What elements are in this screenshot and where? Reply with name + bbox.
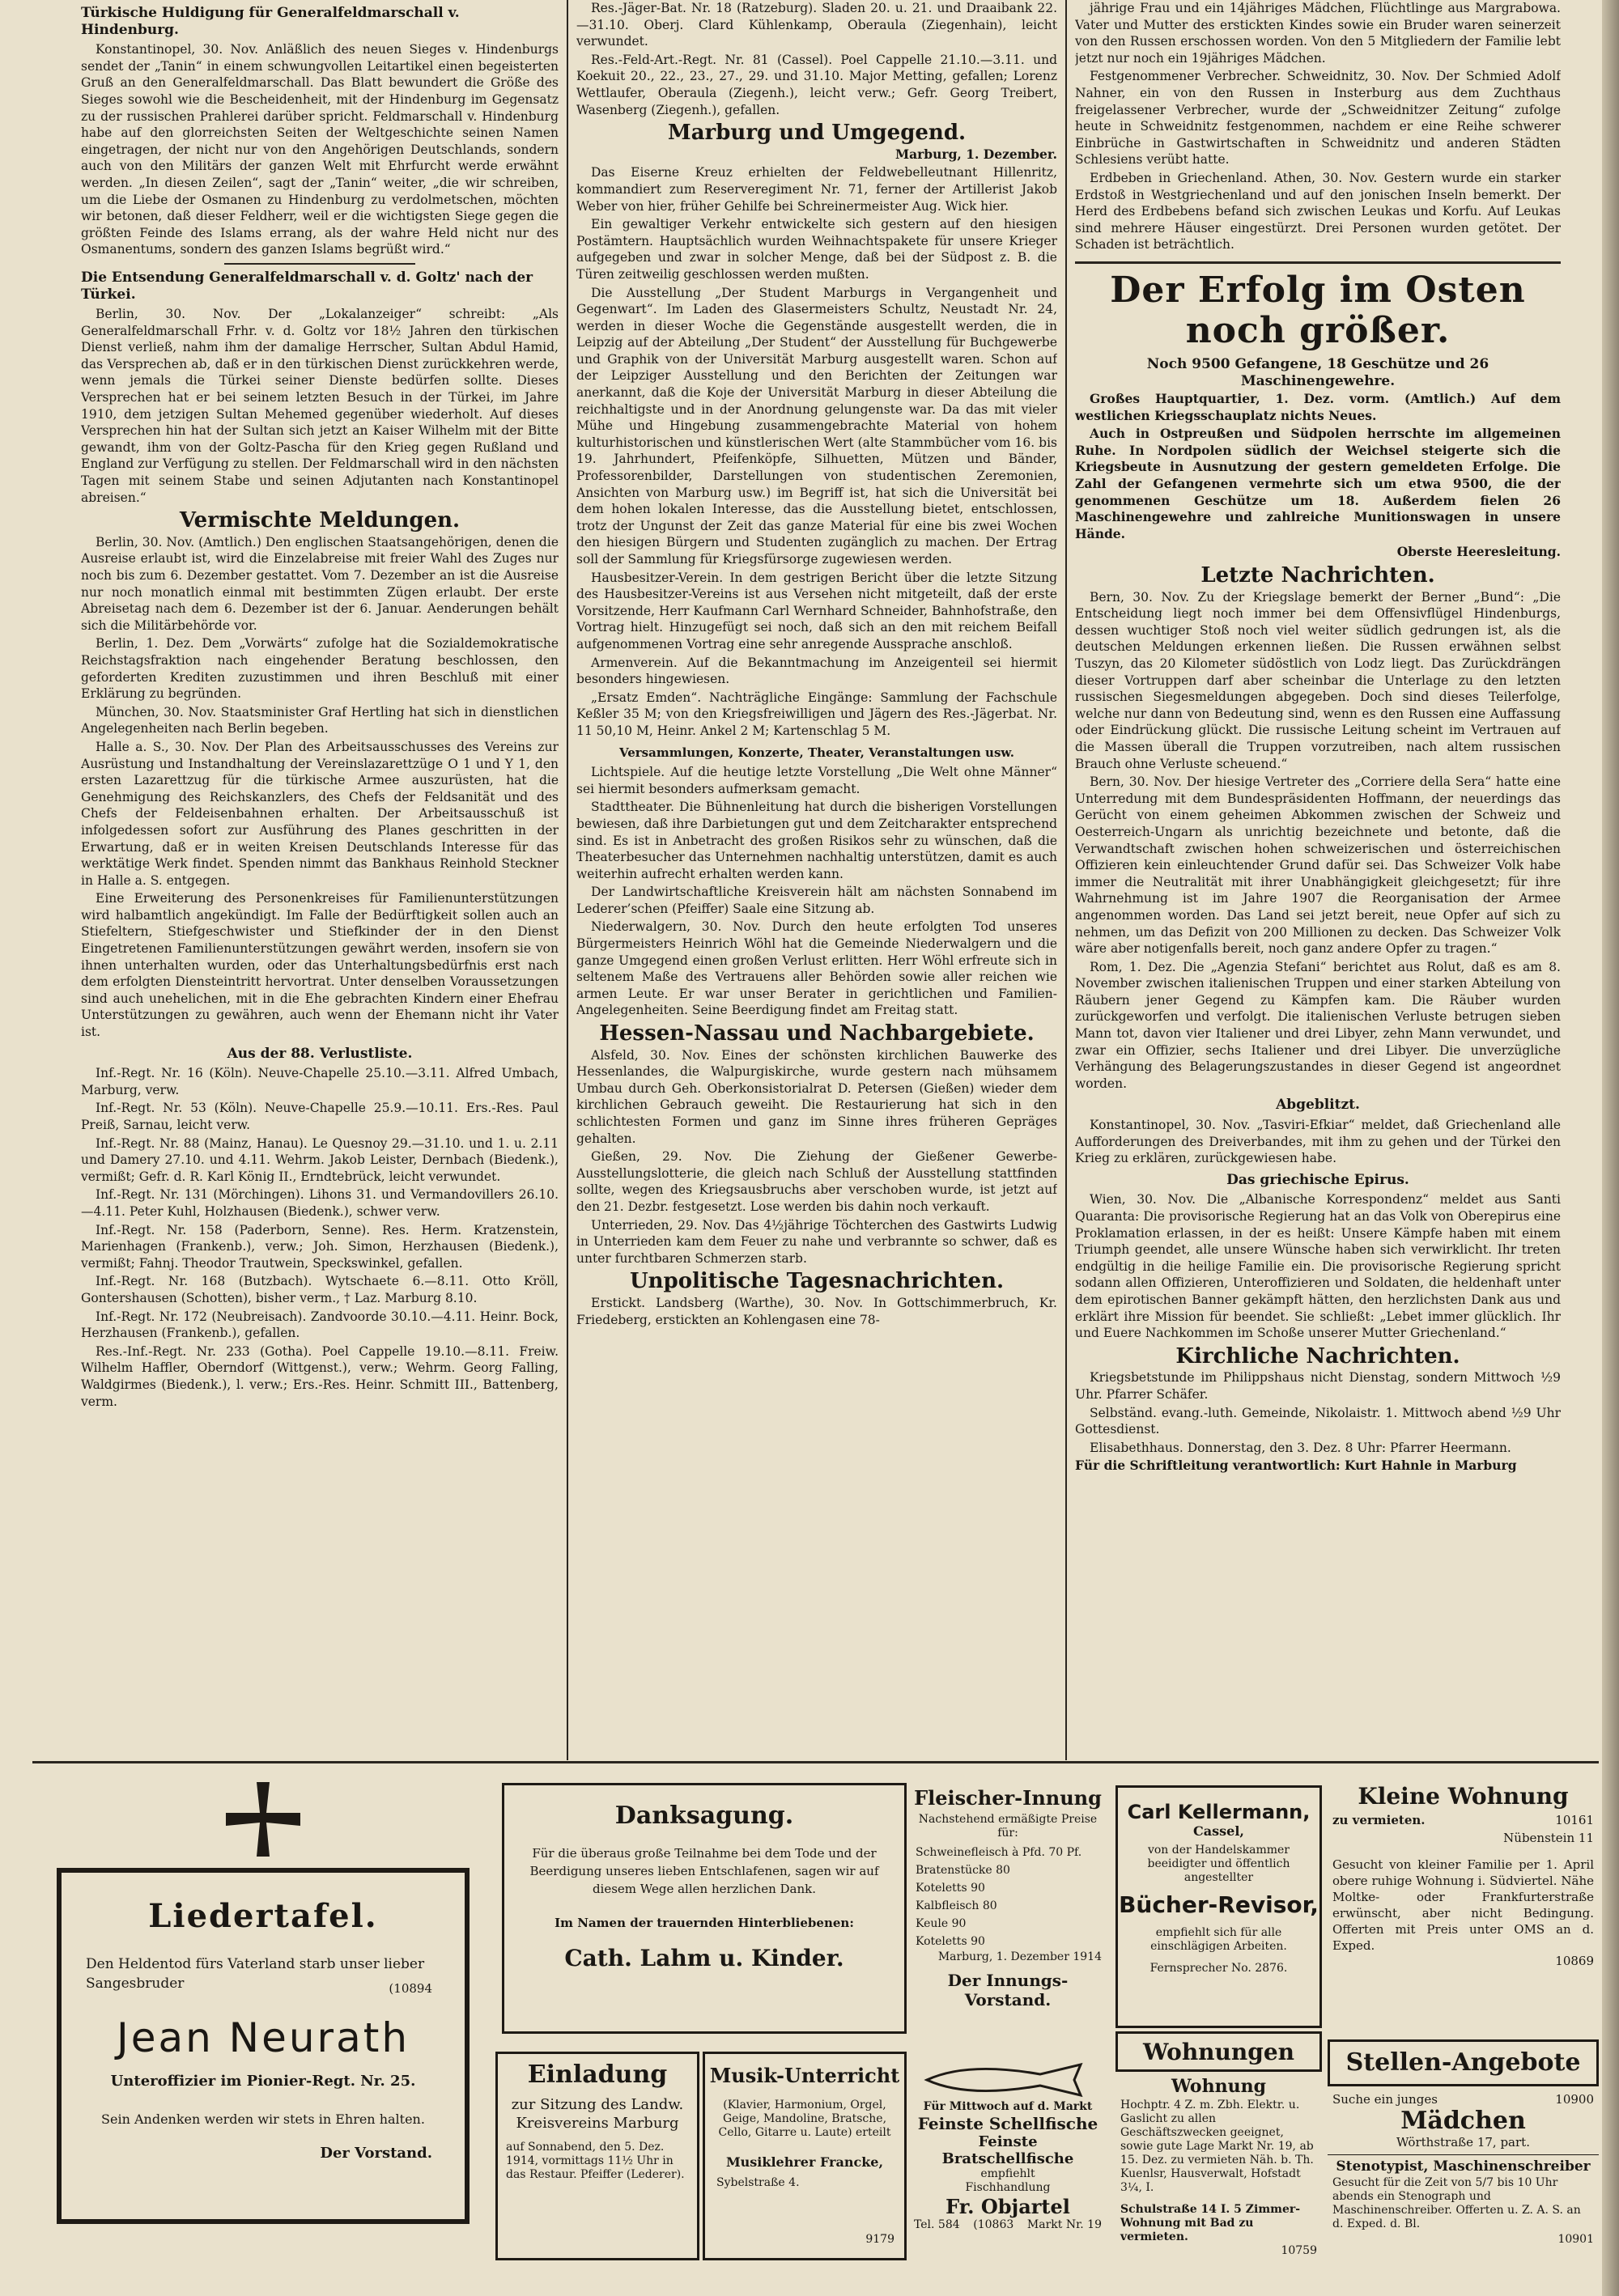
ad-musik	[703, 2052, 907, 2260]
kleine-title: Kleine Wohnung	[1358, 1783, 1569, 1810]
column-rule	[1065, 0, 1067, 1760]
danksagung-title: Danksagung.	[614, 1802, 794, 1830]
fisch-addr: Markt Nr. 19	[1026, 2218, 1102, 2231]
page-fold-edge	[1602, 0, 1619, 2296]
ad-liedertafel	[57, 1779, 470, 2232]
price-row: Koteletts 90	[916, 1935, 985, 1948]
fisch-tel: Tel. 584	[914, 2218, 960, 2231]
article-verm-3: München, 30. Nov. Staatsminister Graf Hertling hat sich in dienstlichen Angelegenheiten nach Berlin begeben.	[81, 704, 559, 736]
kleine-l1: zu vermieten.	[1332, 1813, 1426, 1827]
ad-wohnungen-header	[1115, 2031, 1322, 2072]
wohnung-text: Hochptr. 4 Z. m. Zbh. Elektr. u. Gaslicht zu allen Geschäftszwecken geeignet, sowie gute Lage Markt Nr. 19, ab 15. Dez. zu vermieten Näh. b. Th. Kuenlsr, Hausverwalt, Hofstadt 3¼, I.	[1120, 2099, 1314, 2194]
kleine-g1: Gesucht von kleiner Familie per 1. April obere ruhige Wohnung i. Südviertel. Nähe Moltke- oder Frankfurterstraße erwünscht, aber nicht Bedingung. Offerten mit Preis unter OMS an d. Exped.	[1332, 1857, 1594, 1953]
headline-hessen: Hessen-Nassau und Nachbargebiete.	[599, 1021, 1035, 1046]
ad-stellen	[1328, 2092, 1599, 2262]
article-verm-2: Berlin, 1. Dez. Dem „Vorwärts“ zufolge hat die Sozialdemokratische Reichstagsfraktion nach eingehender Beratung beschlossen, den geforderten Krediten zuzustimmen und ihren Beschluß mit einer Erklärung zu begründen.	[81, 636, 559, 702]
price-row: Kalbfleisch 80	[916, 1899, 997, 1912]
rule	[1075, 261, 1561, 264]
ad-kleine-wohnung	[1328, 1783, 1599, 2074]
stellen-code: 10900	[1555, 2092, 1594, 2107]
fisch-l2: Feinste Schellfische	[917, 2114, 1098, 2133]
danksagung-text: Für die überaus große Teilnahme bei dem Tode und der Beerdigung unseres lieben Entschlafenen, sagen wir auf diesem Wege allen herzlichen Dank.	[529, 1846, 879, 1896]
stellen-s3: Wörthstraße 17, part.	[1396, 2135, 1530, 2150]
unpol-3: Erdbeben in Griechenland. Athen, 30. Nov. Gestern wurde ein starker Erdstoß in Westgriechenland und auf den jonischen Inseln bemerkt. Der Herd des Erdbebens befand sich zwischen Leukas und Korfu. Auf Leukas sind mehrere Häuser eingestürzt. Drei Personen wurden getötet. Der Schaden ist beträchtlich.	[1075, 170, 1561, 253]
letzte-5: Wien, 30. Nov. Die „Albanische Korrespondenz“ meldet aus Santi Quaranta: Die provisorische Regierung hat an das Volk von Oberepirus eine Proklamation erlassen, in der es heißt: Unsere Kämpfe haben mit einem Triumph geendet, alle unsere Wünsche haben sich verwirklicht. Ihr treten endgültig in die heilige Familie ein. Die provisorische Regierung spricht sodann allen Offizieren, Unteroffizieren und Soldaten, die heldenhaft unter dem epirotischen Banner gekämpft hätten, den herzlichsten Dank aus und erklärt ihre Mission für beendet. Sie schließt: „Lebet immer glücklich. Ihr und Euere Nachkommen im Schoße unserer Mutter Griechenland.“	[1075, 1192, 1561, 1341]
ads-rule	[32, 1761, 1599, 1763]
dateline-marburg: Marburg, 1. Dezember.	[894, 146, 1057, 162]
danksagung-sub: Im Namen der trauernden Hinterbliebenen:	[555, 1916, 854, 1930]
fleischer-date: Marburg, 1. Dezember 1914	[937, 1950, 1102, 1963]
kirche-2: Selbständ. evang.-luth. Gemeinde, Nikolaistr. 1. Mittwoch abend ½9 Uhr Gottesdienst.	[1075, 1405, 1561, 1437]
wohnungen-title: Wohnungen	[1142, 2039, 1295, 2065]
stellen-s2: Mädchen	[1400, 2107, 1526, 2135]
musik-title: Musik-Unterricht	[709, 2064, 900, 2087]
stellen-s1: Suche ein junges	[1332, 2092, 1438, 2107]
kleine-l2: Nübenstein 11	[1503, 1831, 1594, 1845]
verlust-8: Res.-Inf.-Regt. Nr. 233 (Gotha). Poel Cappelle 19.10.—8.11. Freiw. Wilhelm Haffler, Oberndorf (Wittgenst.), verw.; Wehrm. Georg Falling, Waldgirmes (Biedenk.), l. verw.; Ers.-Res. Heinr. Schmitt III., Battenberg, verm.	[81, 1343, 559, 1409]
marburg-6: „Ersatz Emden“. Nachträgliche Eingänge: Sammlung der Fachschule Keßler 35 M; von den Kriegsfreiwilligen und Jägern des Res.-Jägerbat. Nr. 11 50,10 M, Heinr. Ankel 2 M; Kartenschlag 5 M.	[576, 690, 1057, 738]
lead-erfolg: Noch 9500 Gefangene, 18 Geschütze und 26 Maschinengewehre.	[1146, 355, 1489, 389]
price-row: Schweinefleisch à Pfd. 70 Pf.	[916, 1846, 1082, 1859]
liedertafel-name: Jean Neurath	[116, 2014, 410, 2061]
einladung-title: Einladung	[527, 2060, 668, 2089]
column-middle	[576, 0, 1057, 1756]
hessen-3: Unterrieden, 29. Nov. Das 4½jährige Töchterchen des Gastwirts Ludwig in Unterrieden kam dem Feuer zu nahe und verbrannte so schwer, daß es unter furchtbaren Schmerzen starb.	[576, 1217, 1057, 1266]
kellermann-city: Cassel,	[1193, 1823, 1244, 1839]
fleischer-title: Fleischer-Innung	[914, 1786, 1102, 1810]
fisch-l5: Fischhandlung	[965, 2181, 1051, 2194]
letzte-4: Konstantinopel, 30. Nov. „Tasviri-Efkiar“ meldet, daß Griechenland alle Aufforderungen des Dreiverbandes, mit ihm zu gehen und der Türkei den Krieg zu erklären, zurückgewiesen habe.	[1075, 1118, 1561, 1166]
liedertafel-rank: Unteroffizier im Pionier-Regt. Nr. 25.	[110, 2073, 416, 2090]
kleine-code: 10161	[1555, 1813, 1594, 1827]
kellermann-l1: von der Handelskammer beeidigter und öffentlich angestellter	[1147, 1844, 1290, 1884]
headline-marburg: Marburg und Umgegend.	[667, 121, 967, 146]
verlust-2: Inf.-Regt. Nr. 53 (Köln). Neuve-Chapelle 25.9.—10.11. Ers.-Res. Paul Preiß, Sarnau, leicht verw.	[81, 1101, 559, 1132]
article-verm-1: Berlin, 30. Nov. (Amtlich.) Den englischen Staatsangehörigen, denen die Ausreise erlaubt ist, wird die Einzelabreise mit freier Wahl des Zuges nur noch bis zum 6. Dezember gestattet. Vom 7. Dezember an ist die Ausreise nur noch monatlich einmal mit bestimmten Zügen erlaubt. Der erste Abreisetag nach dem 6. Dezember ist der 6. Januar. Aenderungen behält sich die Militärbehörde vor.	[81, 534, 559, 633]
ad-fleischer	[911, 1783, 1105, 2058]
column-rule	[567, 0, 568, 1760]
musik-text: (Klavier, Harmonium, Orgel, Geige, Mandoline, Bratsche, Cello, Gitarre u. Laute) erteilt	[718, 2099, 891, 2139]
headline-goltz: Die Entsendung Generalfeldmarschall v. d. Goltz' nach der Türkei.	[81, 269, 533, 303]
kleine-code2: 10869	[1555, 1954, 1594, 1968]
marburg-8: Stadttheater. Die Bühnenleitung hat durch die bisherigen Vorstellungen bewiesen, daß ihre Darbietungen gut und dem Zeitcharakter entsprechend sind. Es ist in Anbetracht des großen Risikos sehr zu wünschen, daß die Theaterbesucher das Unternehmen nachhaltig unterstützen, damit es auch weiterhin aufrecht erhalten werden kann.	[576, 800, 1057, 881]
marburg-10: Niederwalgern, 30. Nov. Durch den heute erfolgten Tod unseres Bürgermeisters Heinrich Wöhl hat die Gemeinde Niederwalgern und die ganze Umgegend einen großen Verlust erlitten. Herr Wöhl erfreute sich in seltenem Maße des Vertrauens aller Behörden sowie aller reichen wie armen Leute. Er war unser Berater in gerichtlichen und Familien-Angelegenheiten. Seine Beerdigung findet am Freitag statt.	[576, 919, 1057, 1018]
marburg-2: Ein gewaltiger Verkehr entwickelte sich gestern auf den hiesigen Postämtern. Hauptsächlich wurden Weihnachtspakete für unsere Krieger aufgegeben und zwar in solcher Menge, daß bei der Südpost z. B. die Türen zeitweilig geschlossen werden mußten.	[576, 217, 1057, 282]
headline-kirchliche: Kirchliche Nachrichten.	[1175, 1343, 1460, 1369]
kirche-1: Kriegsbetstunde im Philippshaus nicht Dienstag, sondern Mittwoch ½9 Uhr. Pfarrer Schäfer.	[1075, 1370, 1561, 1402]
marburg-7: Lichtspiele. Auf die heutige letzte Vorstellung „Die Welt ohne Männer“ sei hiermit besonders aufmerksam gemacht.	[576, 765, 1057, 796]
kellermann-l4: Fernsprecher No. 2876.	[1149, 1962, 1288, 1975]
unpol-2: Festgenommener Verbrecher. Schweidnitz, 30. Nov. Der Schmied Adolf Nahner, ein von den Russen in Insterburg aus dem Zuchthaus freigelassener Verbrecher, wurde der „Schweidnitzer Zeitung“ zufolge heute in Schweidnitz festgenommen, nachdem er eine Reihe schwerer Einbrüche in Gastwirtschaften in Schweidnitz und anderen Städten Schlesiens verübt hatte.	[1075, 69, 1561, 168]
marburg-9: Der Landwirtschaftliche Kreisverein hält am nächsten Sonnabend im Lederer’schen (Pfeiffer) Saale eine Sitzung ab.	[576, 885, 1057, 916]
unpol-1: Erstickt. Landsberg (Warthe), 30. Nov. In Gottschimmerbruch, Kr. Friedeberg, erstickten an Kohlengasen eine 78-	[576, 1295, 1057, 1327]
verlust-cont-2: Res.-Feld-Art.-Regt. Nr. 81 (Cassel). Poel Cappelle 21.10.—3.11. und Koekuit 20., 22., 23., 27., 29. und 31.10. Major Metting, gefallen; Lorenz Wettlaufer, Oberaula (Ziegenh.), leicht verw.; Gefr. Georg Treibert, Wasenberg (Ziegenh.), gefallen.	[576, 52, 1057, 117]
verlust-3: Inf.-Regt. Nr. 88 (Mainz, Hanau). Le Quesnoy 29.—31.10. und 1. u. 2.11 und Damery 27.10. und 4.11. Wehrm. Jakob Leister, Dernbach (Biedenk.), vermißt; Gefr. d. R. Karl König II., Erndtebrück, leicht verwundet.	[81, 1135, 559, 1184]
danksagung-names: Cath. Lahm u. Kinder.	[564, 1945, 844, 1971]
article-goltz: Berlin, 30. Nov. Der „Lokalanzeiger“ schreibt: „Als Generalfeldmarschall Frhr. v. d. Goltz vor 18½ Jahren den türkischen Dienst verließ, nahm ihm der damalige Herrscher, Sultan Abdul Hamid, das Versprechen ab, daß er in den türkischen Dienst zurückkehren werde, wenn jemals die Türkei seiner Dienste bedürfen sollte. Dieses Versprechen hat er bei seinem letzten Besuch in der Türkei, im Jahre 1910, dem jetzigen Sultan Mehemed gegenüber wiederholt. Auf dieses Versprechen hin hat der Sultan sich jetzt an Kaiser Wilhelm mit der Bitte gewandt, ihm von der Goltz-Pascha für den Krieg gegen Rußland und England zur Verfügung zu stellen. Der Feldmarschall wird in den nächsten Tagen mit seinem Stabe und seinen Adjutanten nach Konstantinopel abreisen.“	[81, 307, 559, 505]
headline-erfolg: Der Erfolg im Osten noch größer.	[1110, 269, 1526, 351]
verlust-4: Inf.-Regt. Nr. 131 (Mörchingen). Lihons 31. und Vermandovillers 26.10.—4.11. Peter Kuhl, Holzhausen (Biedenk.), schwer verw.	[81, 1187, 559, 1219]
marburg-3: Die Ausstellung „Der Student Marburgs in Vergangenheit und Gegenwart“. Im Laden des Glasermeisters Schultz, Neustadt Nr. 24, werden in dieser Woche die Gegenstände ausgestellt werden, die in Leipzig auf der Abteilung „Der Student“ der Ausstellung für Buchgewerbe und Graphik von der Universität Marburg ausgestellt waren. Schon auf der Leipziger Ausstellung und den Berichten der Zeitungen war anerkannt, daß die Koje der Universität Marburg in dieser Abteilung die reichhaltigste und in der Anordnung gelungenste war. Da das mit vieler Mühe und Hingebung zusammengebrachte Material von hohem kulturhistorischen und künstlerischen Wert (alte Stammbücher vom 16. bis 19. Jahrhundert, Pfeifenköpfe, Silhuetten, Mützen und Bänder, Professorenbilder, Darstellungen von studentischen Zeremonien, Ansichten von Marburg usw.) im Begriff ist, hat sich die Universität bei dem hohen lokalen Interesse, das die Ausstellung bietet, entschlossen, trotz der Ungunst der Zeit das ganze Material für eine bis zwei Wochen den hiesigen Bürgern und Studenten zugänglich zu machen. Der Ertrag soll der Sammlung für Kriegsfürsorge zugewiesen werden.	[576, 285, 1057, 567]
stellen-code2: 10901	[1557, 2233, 1594, 2246]
musik-addr: Sybelstraße 4.	[716, 2176, 800, 2189]
headline-unpolitische: Unpolitische Tagesnachrichten.	[629, 1269, 1005, 1294]
musik-name: Musiklehrer Francke,	[725, 2154, 884, 2170]
marburg-5: Armenverein. Auf die Bekanntmachung im Anzeigenteil sei hiermit besonders hingewiesen.	[576, 655, 1057, 687]
stellen-s5: Gesucht für die Zeit von 5/7 bis 10 Uhr abends ein Stenograph und Maschinenschreiber. Offerten u. Z. A. S. an d. Exped. d. Bl.	[1332, 2176, 1581, 2230]
erfolg-2: Auch in Ostpreußen und Südpolen herrschte im allgemeinen Ruhe. In Nordpolen südlich der Weichsel steigerte sich die Kriegsbeute in Ausnutzung der gestern gemeldeten Erfolge. Die Zahl der Gefangenen vermehrte sich um etwa 9500, die der genommenen Geschütze um 18. Außerdem fielen 26 Maschinengewehre und zahlreiche Munitionswagen in unsere Hände.	[1075, 426, 1561, 541]
kellermann-l2: Bücher-Revisor,	[1119, 1891, 1319, 1918]
wohnung-code: 10759	[1281, 2244, 1317, 2257]
unpol-cont: jährige Frau und ein 14jähriges Mädchen, Flüchtlinge aus Margrabowa. Vater und Mutter des erstickten Kindes sowie ein Bruder waren seinerzeit von den Russen erschossen worden. Von den 5 Mitgliedern der Familie lebt jetzt nur noch ein 19jähriges Mädchen.	[1075, 1, 1561, 66]
imprint: Für die Schriftleitung verantwortlich: Kurt Hahnle in Marburg	[1075, 1458, 1517, 1474]
stellen-s4: Stenotypist, Maschinenschreiber	[1328, 2154, 1599, 2175]
verlust-5: Inf.-Regt. Nr. 158 (Paderborn, Senne). Res. Herm. Kratzenstein, Marienhagen (Frankenb.), verw.; Joh. Simon, Herzhausen (Biedenk.), vermißt; Fahnj. Theodor Trautwein, Speckswinkel, gefallen.	[81, 1222, 559, 1271]
hessen-2: Gießen, 29. Nov. Die Ziehung der Gießener Gewerbe-Ausstellungslotterie, die gleich nach Schluß der Ausstellung stattfinden sollte, wegen des Kriegsausbruchs aber verschoben wurde, ist jetzt auf den 21. Dezbr. festgesetzt. Lose werden bis dahin noch verkauft.	[576, 1149, 1057, 1214]
fleischer-sig: Der Innungs-Vorstand.	[947, 1971, 1069, 2010]
wohnung-sub: Wohnung	[1171, 2076, 1266, 2097]
liedertafel-memo: Sein Andenken werden wir stets in Ehren halten.	[101, 2111, 425, 2127]
ad-stellen-header	[1328, 2039, 1599, 2086]
column-left	[81, 0, 559, 1756]
headline-verlustliste: Aus der 88. Verlustliste.	[227, 1045, 413, 1062]
verlust-cont-1: Res.-Jäger-Bat. Nr. 18 (Ratzeburg). Sladen 20. u. 21. und Draaibank 22.—31.10. Oberj. Clard Kühlenkamp, Oberaula (Ziegenhain), leicht verwundet.	[576, 1, 1057, 49]
ad-wohnung	[1115, 2076, 1322, 2260]
headline-hindenburg: Türkische Huldigung für Generalfeldmarschall v. Hindenburg.	[81, 5, 460, 38]
fleischer-intro: Nachstehend ermäßigte Preise für:	[918, 1813, 1098, 1840]
wohnung-text2: Schulstraße 14 I. 5 Zimmer-Wohnung mit Bad zu vermieten.	[1120, 2203, 1301, 2243]
verlust-1: Inf.-Regt. Nr. 16 (Köln). Neuve-Chapelle 25.10.—3.11. Alfred Umbach, Marburg, verw.	[81, 1066, 559, 1097]
separator	[224, 263, 415, 265]
kirche-3: Elisabethhaus. Donnerstag, den 3. Dez. 8 Uhr: Pfarrer Heermann.	[1090, 1440, 1511, 1455]
headline-versammlungen: Versammlungen, Konzerte, Theater, Veranstaltungen usw.	[618, 745, 1015, 760]
stellen-title: Stellen-Angebote	[1345, 2048, 1581, 2077]
headline-epirus: Das griechische Epirus.	[1226, 1171, 1409, 1188]
fisch-code: (10863	[973, 2218, 1014, 2231]
kellermann-l3: empfiehlt sich für alle einschlägigen Arbeiten.	[1150, 1926, 1287, 1953]
fisch-l3: Feinste Bratschellfische	[941, 2133, 1074, 2167]
letzte-2: Bern, 30. Nov. Der hiesige Vertreter des „Corriere della Sera“ hatte eine Unterredung mit dem Bundespräsidenten Hoffmann, der neuerdings das Gerücht von einem geheimen Abkommen zwischen der Schweiz und Oesterreich-Ungarn als unrichtig bezeichnete und betonte, daß die Verwandtschaft zwischen hohen schweizerischen und österreichischen Offizieren kein einleuchtender Grund dafür sei. Das Schweizer Volk habe immer die Neutralität mit ihrer Unabhängigkeit gleichgesetzt; für ihre Wahrnehmung ist im Jahre 1907 die Reorganisation der Armee angenommen worden. Das Land sei jetzt bereit, neue Opfer auf sich zu nehmen, um das Defizit von 200 Millionen zu decken. Das Schweizer Volk wäre aber notigenfalls bereit, noch ganz andere Opfer zu tragen.“	[1075, 775, 1561, 957]
fisch-l4: empfiehlt	[980, 2167, 1035, 2180]
fisch-l6: Fr. Objartel	[945, 2195, 1070, 2218]
einladung-l2: auf Sonnabend, den 5. Dez. 1914, vormittags 11½ Uhr in das Restaur. Pfeiffer (Lederer).	[506, 2141, 685, 2181]
article-hindenburg: Konstantinopel, 30. Nov. Anläßlich des neuen Sieges v. Hindenburgs sendet der „Tanin“ in einem schwungvollen Leitartikel einen begeisterten Gruß an den Generalfeldmarschall. Das Blatt bewundert die Größe des Sieges sowohl wie die Bescheidenheit, mit der Hindenburg im Gegensatz zu der russischen Prahlerei darüber spricht. Feldmarschall v. Hindenburg habe auf den glorreichsten Seiten der Weltgeschichte seinen Namen eingetragen, der nicht nur von den Angehörigen Deutschlands, sondern auch von den Militärs der ganzen Welt mit Ehrfurcht werde erwähnt werden. „In diesen Zeilen“, sagt der „Tanin“ weiter, „die wir schreiben, um die Liebe der Osmanen zu Hindenburg zu verdolmetschen, möchten wir betonen, daß dieser Feldherr, weil er die wichtigsten Siege gegen die größten Feinde des Islams errang, als der wahre Held nicht nur des Osmanentums, sondern des ganzen Islams begrüßt wird.“	[81, 42, 559, 257]
liedertafel-intro: Den Heldentod fürs Vaterland starb unser lieber Sangesbruder	[86, 1956, 425, 1992]
ad-einladung	[495, 2052, 699, 2260]
einladung-l1: zur Sitzung des Landw. Kreisvereins Marburg	[511, 2096, 684, 2132]
headline-letzte: Letzte Nachrichten.	[1200, 563, 1435, 588]
marburg-1: Das Eiserne Kreuz erhielten der Feldwebelleutnant Hillenritz, kommandiert zum Reserveregiment Nr. 71, ferner der Artillerist Jakob Weber von hier, früher Gehilfe bei Schreinermeister Aug. Wick hier.	[576, 165, 1057, 214]
ad-danksagung	[502, 1783, 907, 2034]
verlust-6: Inf.-Regt. Nr. 168 (Butzbach). Wytschaete 6.—8.11. Otto Kröll, Gontershausen (Schotten), bisher verm., † Laz. Marburg 8.10.	[81, 1274, 559, 1305]
price-row: Bratenstücke 80	[916, 1864, 1010, 1877]
price-row: Koteletts 90	[916, 1882, 985, 1895]
fisch-l1: Für Mittwoch auf d. Markt	[923, 2100, 1093, 2113]
article-verm-4: Halle a. S., 30. Nov. Der Plan des Arbeitsausschusses des Vereins zur Ausrüstung und Instandhaltung der Vereinslazarettzüge O 1 und Y 1, den ersten Lazarettzug für die türkische Armee auszurüsten, hat die Genehmigung des Reichskanzlers, des Chefs der Feldsanität und des Chefs der Feldeisenbahnen erhalten. Der Arbeitsausschuß ist infolgedessen sofort zur Ausführung des Planes geschritten in der Erwartung, daß er in weiten Kreisen Deutschlands Interesse für das werktätige Werk findet. Spenden nimmt das Bankhaus Reinhold Steckner in Halle a. S. entgegen.	[81, 739, 559, 888]
kellermann-name: Carl Kellermann,	[1127, 1801, 1311, 1823]
letzte-3: Rom, 1. Dez. Die „Agenzia Stefani“ berichtet aus Rolut, daß es am 8. November zwischen italienischen Truppen und einer starken Abteilung von Räubern jener Gegend zu Kämpfen kam. Die Räuber wurden zurückgeworfen und verfolgt. Die italienischen Verluste betrugen sieben Mann tot, davon vier Italiener und drei Libyer, zehn Mann verwundet, und zwar ein Offizier, sechs Italiener und drei Libyer. Die unverzügliche Verhängung des Belagerungszustandes in dieser Gegend ist angeordnet worden.	[1075, 959, 1561, 1091]
fish-icon	[911, 2060, 1105, 2100]
hessen-1: Alsfeld, 30. Nov. Eines der schönsten kirchlichen Bauwerke des Hessenlandes, die Walpurgiskirche, wurde gestern nach mühsamem Umbau durch Geh. Oberkonsistorialrat D. Petersen (Gießen) wieder dem kirchlichen Gebrauch geweiht. Die Restaurierung hat sich in den schlichtesten Formen und ganz im Sinne ihres früheren Gepräges gehalten.	[576, 1047, 1057, 1146]
article-verm-5: Eine Erweiterung des Personenkreises für Familienunterstützungen wird halbamtlich angekündigt. Im Falle der Bedürftigkeit sollen auch an Stiefeltern, Stiefgeschwister und Stiefkinder der in den Dienst Eingetretenen Familienunterstützungen gewährt werden, insofern sie von ihnen unterhalten wurden, oder das Unterhaltungsbedürfnis erst nach dem erfolgten Diensteintritt hervortrat. Unter denselben Voraussetzungen sind auch unehelichen, mit in die Ehe gebrachten Kindern einer Ehefrau Unterstützungen zu gewähren, auch wenn der Ehemann nicht ihr Vater ist.	[81, 891, 559, 1040]
ad-kellermann	[1115, 1785, 1322, 2028]
musik-code: 9179	[865, 2233, 894, 2246]
liedertafel-code: (10894	[389, 1981, 432, 1996]
headline-vermischte: Vermischte Meldungen.	[179, 508, 461, 533]
liedertafel-title: Liedertafel.	[148, 1897, 378, 1935]
price-row: Keule 90	[916, 1917, 967, 1930]
column-right	[1075, 0, 1561, 1756]
headline-abgeblitzt: Abgeblitzt.	[1276, 1097, 1360, 1114]
verlust-7: Inf.-Regt. Nr. 172 (Neubreisach). Zandvoorde 30.10.—4.11. Heinr. Bock, Herzhausen (Frankenb.), gefallen.	[81, 1309, 559, 1341]
iron-cross-icon	[223, 1779, 304, 1860]
letzte-1: Bern, 30. Nov. Zu der Kriegslage bemerkt der Berner „Bund“: „Die Entscheidung liegt noch immer bei dem Offensivflügel Hindenburgs, dessen wuchtiger Stoß noch viel weiter südlich gedrungen ist, als die deutschen Meldungen erkennen ließen. Die Russen erwähnen selbst Tuszyn, das 20 Kilometer südöstlich von Lodz liegt. Das Zurückdrängen dieser Vortruppen darf aber scheinbar die Unterlage zu den letzten russischen Siegesmeldungen abgegeben. Doch sind dieses Teilerfolge, welche nur dann von Bedeutung sind, wenn es den Russen eine Auffassung oder Eindrückung glückt. Die russische Leitung scheint im Vertrauen auf die Massen überall die Truppen vorzutreiben, nach altem russischen Brauch ohne Verluste scheuend.“	[1075, 589, 1561, 771]
erfolg-1: Großes Hauptquartier, 1. Dez. vorm. (Amtlich.) Auf dem westlichen Kriegsschauplatz nichts Neues.	[1075, 391, 1561, 423]
ad-schellfische	[911, 2060, 1105, 2260]
liedertafel-sig: Der Vorstand.	[320, 2145, 432, 2162]
signature-heeresleitung: Oberste Heeresleitung.	[1396, 544, 1561, 560]
marburg-4: Hausbesitzer-Verein. In dem gestrigen Bericht über die letzte Sitzung des Hausbesitzer-Vereins ist aus Versehen nicht mitgeteilt, daß der erste Vorsitzende, Herr Kaufmann Carl Wernhard Schneider, Bahnhofstraße, den Vortrag hielt. Hinzugefügt sei noch, daß sich an den mit reichem Beifall aufgenommenen Vortrag eine sehr anregende Aussprache anschloß.	[576, 570, 1057, 651]
